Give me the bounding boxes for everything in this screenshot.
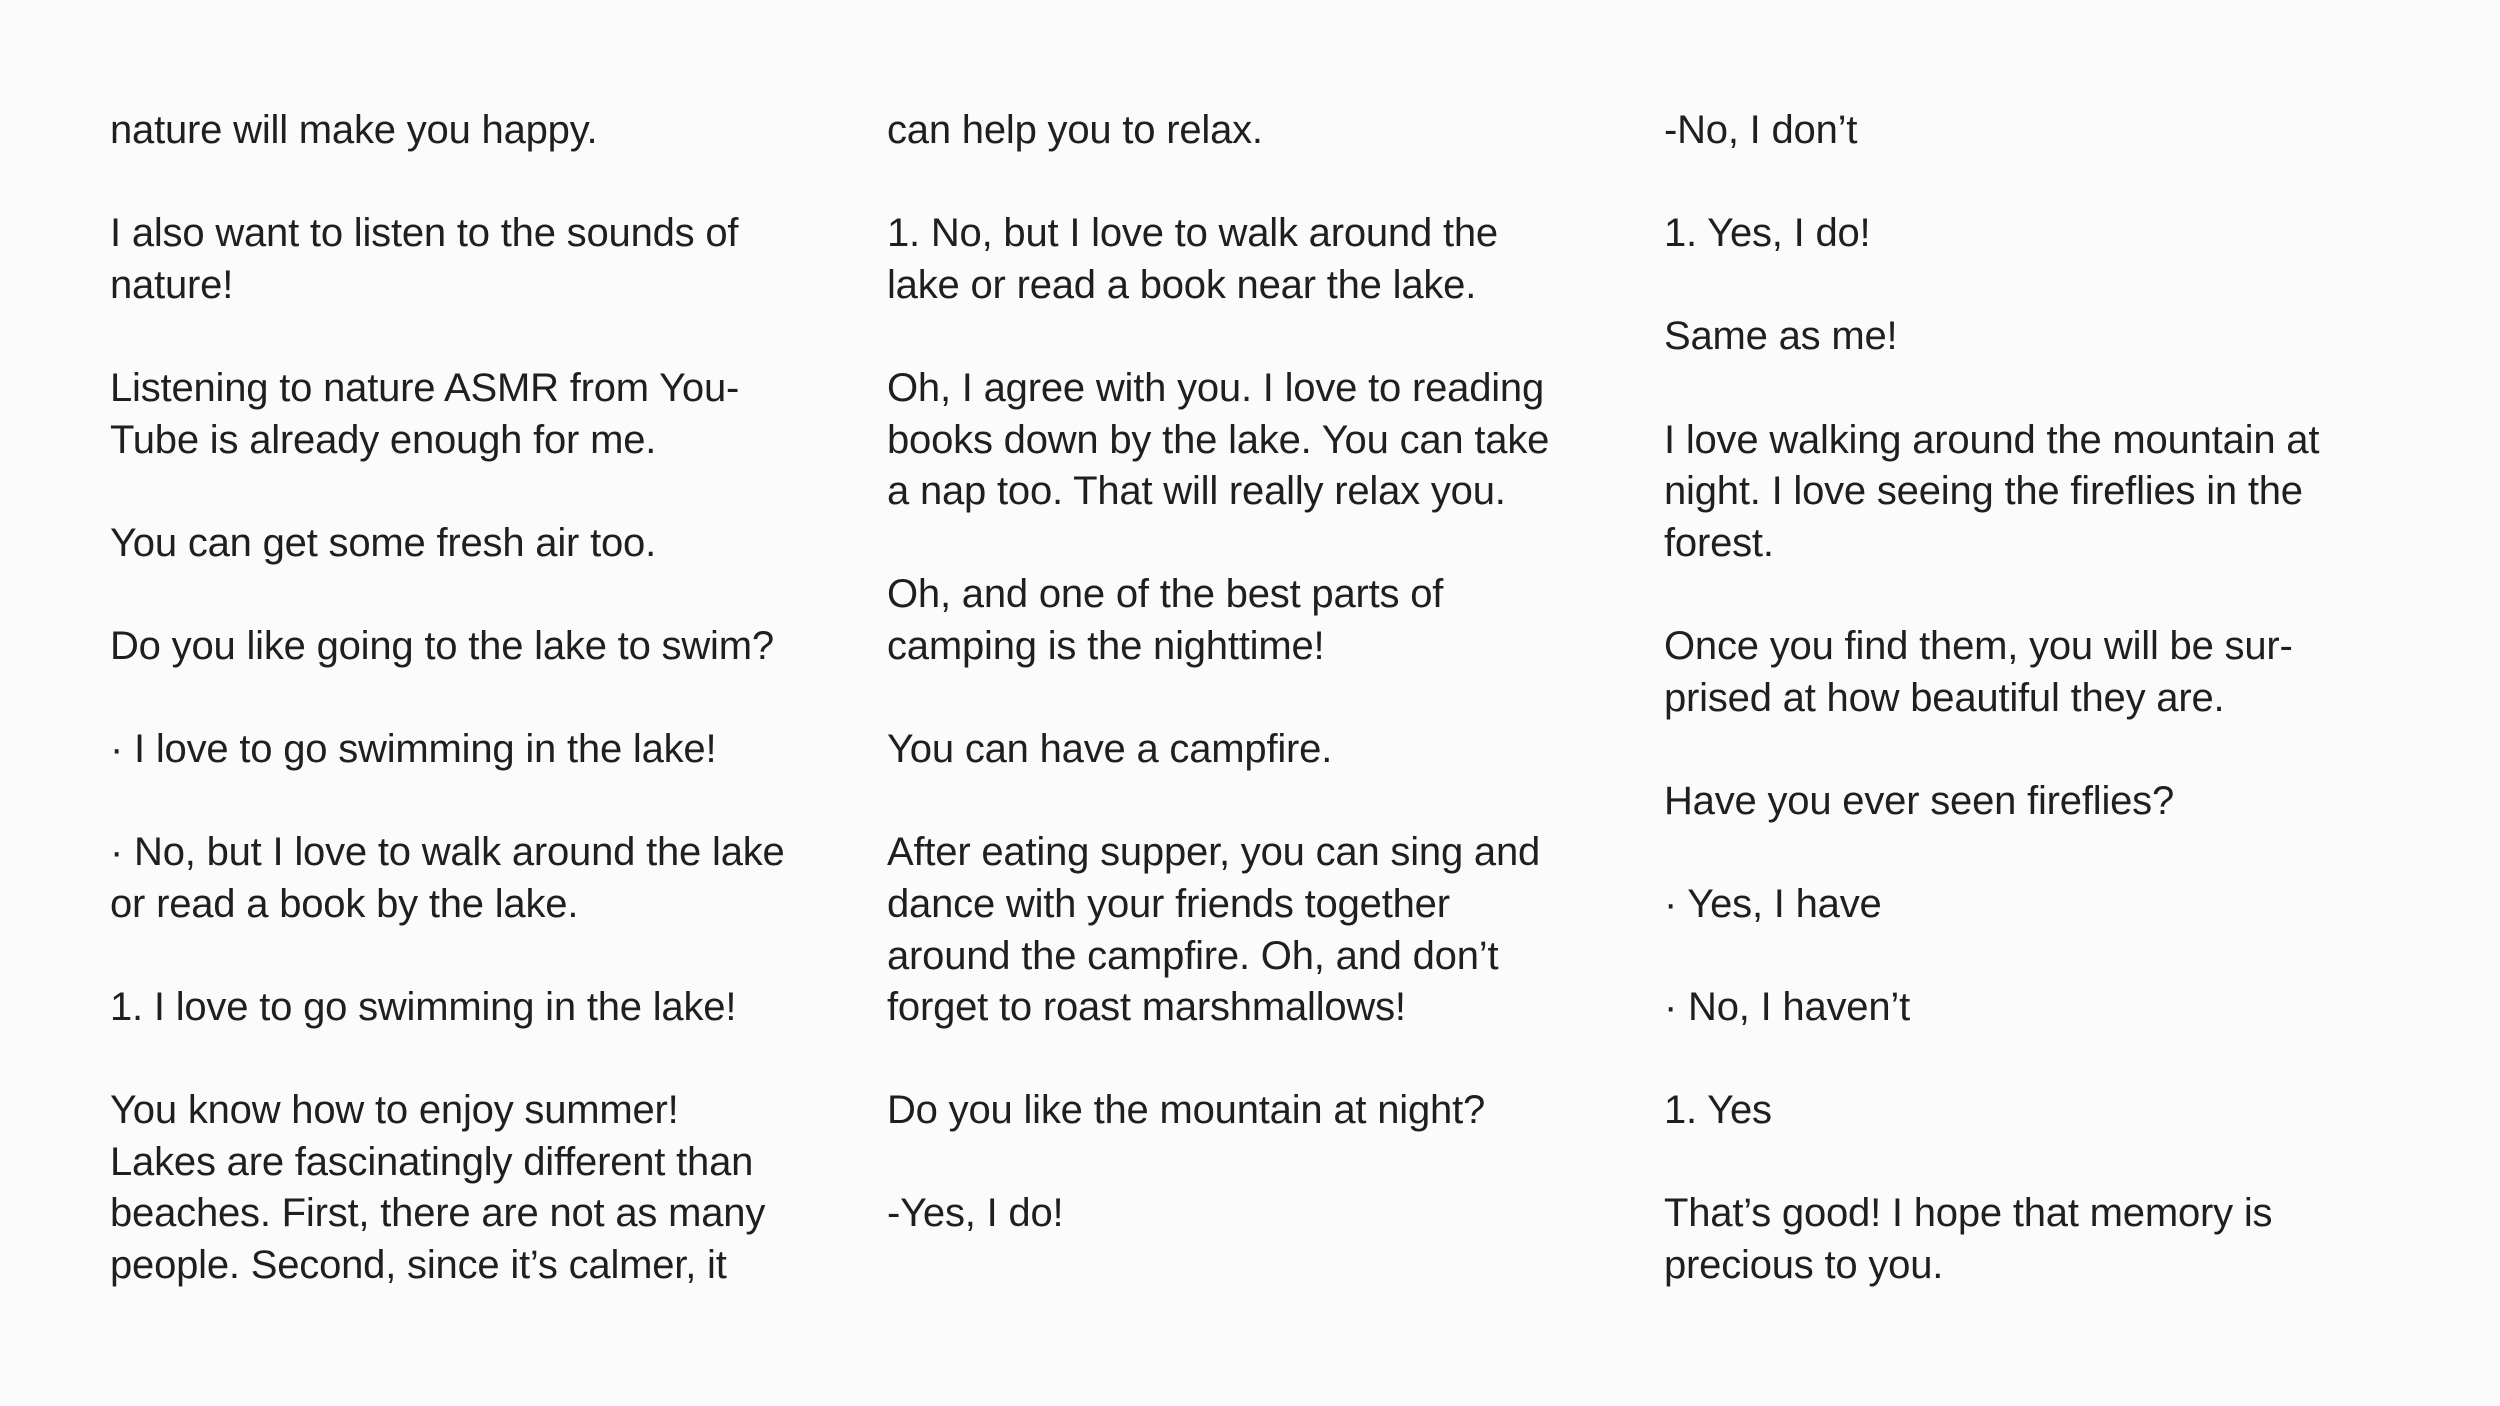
paragraph: You can have a campfire.	[887, 727, 1333, 772]
paragraph: nature will make you happy.	[110, 108, 598, 152]
question: Have you ever seen fireflies?	[1664, 778, 2175, 823]
text-column-1	[110, 105, 850, 1292]
paragraph: After eating supper, you can sing and dance with your friends together around the campfire. Oh, and don’t forget to roast marshmallows!	[887, 830, 1541, 1030]
paragraph: You know how to enjoy summer! Lakes are fascinatingly different than beaches. First, there are not as many people. Second, since it’s calmer, it	[110, 1088, 766, 1288]
paragraph: can help you to relax.	[887, 108, 1263, 152]
text-column-3	[1664, 105, 2404, 1292]
question: Do you like going to the lake to swim?	[110, 623, 774, 668]
paragraph: You can get some fresh air too.	[110, 520, 656, 565]
paragraph: Oh, and one of the best parts of camping is the nighttime!	[887, 572, 1444, 668]
answer-option: · Yes, I have	[1664, 881, 1882, 926]
answer-option: -No, I don’t	[1664, 108, 1858, 152]
paragraph: I love walking around the mountain at night. I love seeing the fireflies in the forest.	[1664, 417, 2320, 565]
selected-answer: 1. Yes, I do!	[1664, 211, 1871, 256]
answer-option: · No, I haven’t	[1664, 985, 1911, 1030]
text-column-2	[887, 105, 1627, 1240]
selected-answer: 1. I love to go swimming in the lake!	[110, 985, 737, 1030]
paragraph: Once you find them, you will be sur- prised at how beautiful they are.	[1664, 623, 2293, 720]
answer-option: · I love to go swimming in the lake!	[110, 727, 717, 772]
paragraph: Listening to nature ASMR from You- Tube is already enough for me.	[110, 365, 740, 462]
paragraph: Same as me!	[1664, 314, 1898, 359]
answer-option: · No, but I love to walk around the lake or read a book by the lake.	[110, 830, 785, 926]
paragraph: Oh, I agree with you. I love to reading books down by the lake. You can take a nap too. That will really relax you.	[887, 365, 1550, 514]
paragraph: That’s good! I hope that memory is precious to you.	[1664, 1191, 2273, 1288]
answer-option: -Yes, I do!	[887, 1191, 1064, 1236]
selected-answer: 1. No, but I love to walk around the lake or read a book near the lake.	[887, 211, 1498, 307]
paragraph: I also want to listen to the sounds of nature!	[110, 211, 739, 307]
selected-answer: 1. Yes	[1664, 1088, 1772, 1133]
question: Do you like the mountain at night?	[887, 1088, 1486, 1133]
